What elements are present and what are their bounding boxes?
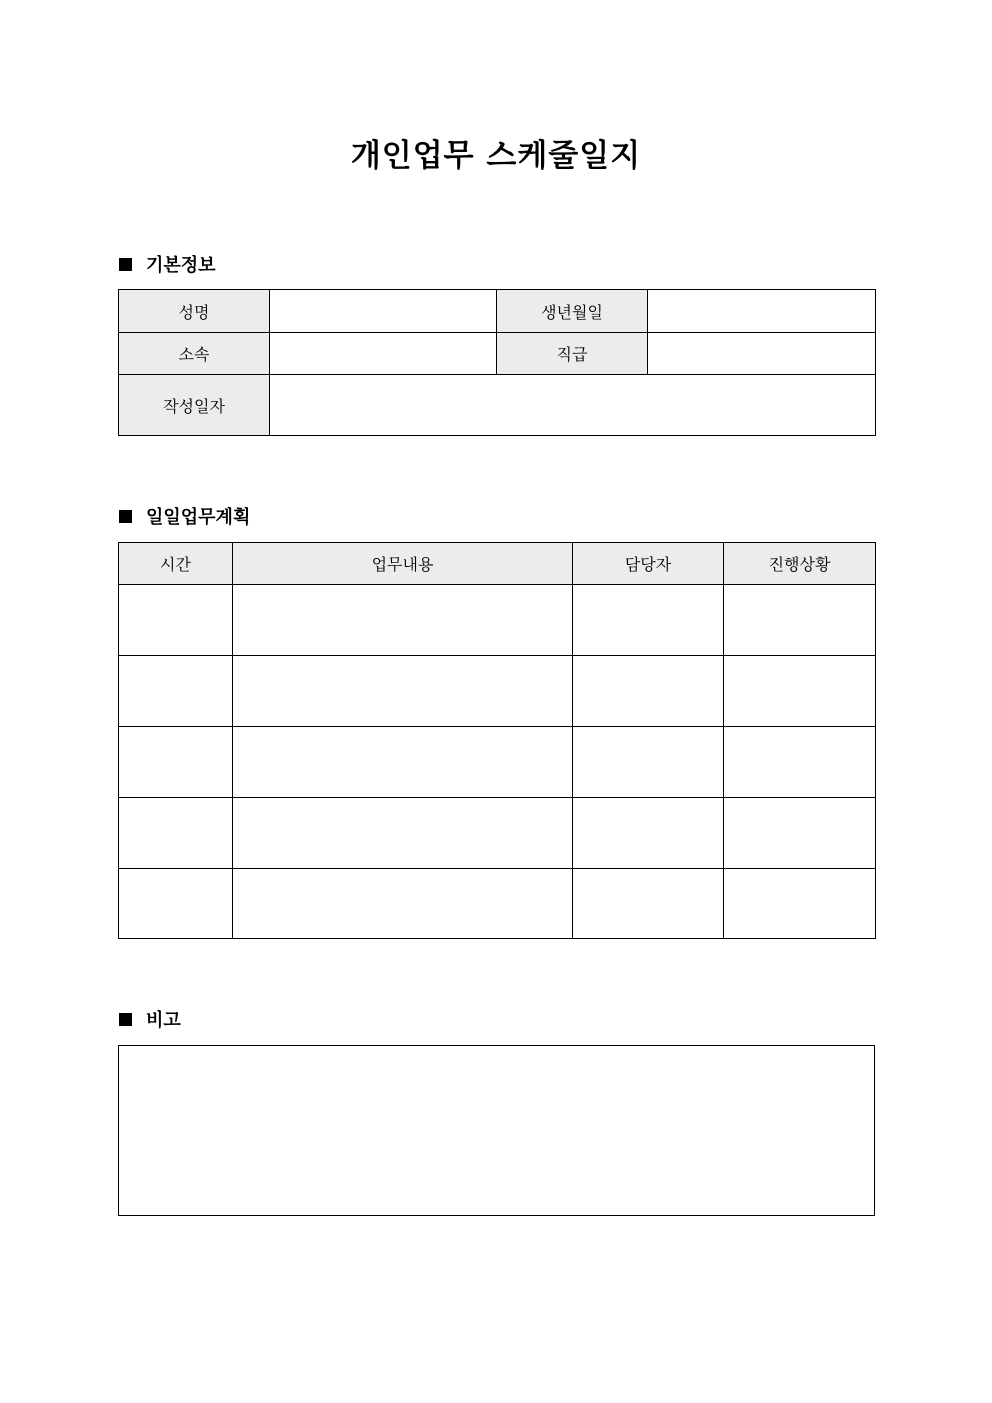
status-cell[interactable] — [724, 798, 876, 869]
table-row — [119, 798, 876, 869]
column-header-assignee: 담당자 — [573, 543, 724, 585]
rank-label: 직급 — [497, 333, 648, 375]
square-bullet-icon — [119, 510, 132, 523]
assignee-cell[interactable] — [573, 869, 724, 939]
department-label: 소속 — [119, 333, 270, 375]
rank-field[interactable] — [648, 333, 876, 375]
daily-plan-heading — [119, 503, 250, 529]
table-row — [119, 727, 876, 798]
name-field[interactable] — [270, 290, 497, 333]
assignee-cell[interactable] — [573, 585, 724, 656]
task-cell[interactable] — [233, 656, 573, 727]
time-cell[interactable] — [119, 585, 233, 656]
basic-info-heading — [119, 251, 216, 277]
table-row — [119, 585, 876, 656]
task-cell[interactable] — [233, 585, 573, 656]
status-cell[interactable] — [724, 656, 876, 727]
task-cell[interactable] — [233, 869, 573, 939]
task-cell[interactable] — [233, 798, 573, 869]
time-cell[interactable] — [119, 798, 233, 869]
basic-info-table — [118, 289, 876, 436]
remarks-field[interactable] — [118, 1045, 875, 1216]
time-cell[interactable] — [119, 656, 233, 727]
department-field[interactable] — [270, 333, 497, 375]
daily-plan-table — [118, 542, 876, 939]
time-cell[interactable] — [119, 869, 233, 939]
column-header-task: 업무내용 — [233, 543, 573, 585]
column-header-status: 진행상황 — [724, 543, 876, 585]
table-row — [119, 869, 876, 939]
time-cell[interactable] — [119, 727, 233, 798]
square-bullet-icon — [119, 1013, 132, 1026]
table-row — [119, 656, 876, 727]
written-date-field[interactable] — [270, 375, 876, 436]
remarks-heading-text: 비고 — [146, 1010, 181, 1031]
status-cell[interactable] — [724, 869, 876, 939]
assignee-cell[interactable] — [573, 727, 724, 798]
birth-date-label: 생년월일 — [497, 290, 648, 333]
assignee-cell[interactable] — [573, 656, 724, 727]
assignee-cell[interactable] — [573, 798, 724, 869]
document-title: 개인업무 스케줄일지 — [350, 138, 642, 174]
basic-info-heading-text: 기본정보 — [146, 255, 216, 276]
name-label: 성명 — [119, 290, 270, 333]
birth-date-field[interactable] — [648, 290, 876, 333]
remarks-heading — [119, 1006, 181, 1032]
daily-plan-header-row — [119, 543, 876, 585]
task-cell[interactable] — [233, 727, 573, 798]
daily-plan-heading-text: 일일업무계획 — [146, 507, 251, 528]
square-bullet-icon — [119, 258, 132, 271]
column-header-time: 시간 — [119, 543, 233, 585]
written-date-label: 작성일자 — [119, 375, 270, 436]
status-cell[interactable] — [724, 585, 876, 656]
status-cell[interactable] — [724, 727, 876, 798]
